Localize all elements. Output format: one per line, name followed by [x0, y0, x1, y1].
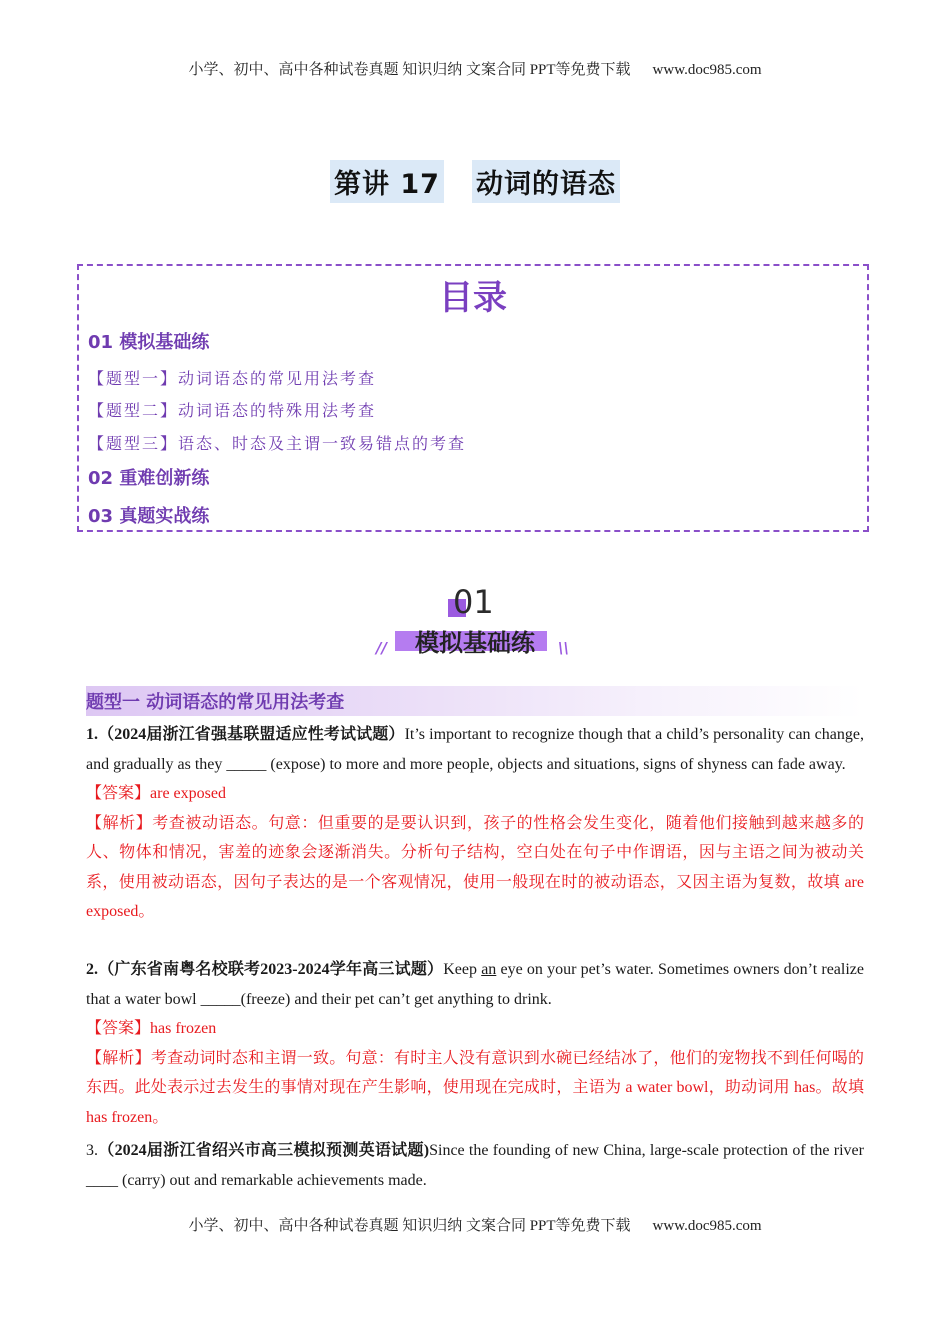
page-header — [0, 58, 950, 79]
question-2 — [86, 955, 864, 1132]
question-3 — [86, 1136, 864, 1195]
question-1-source: （2024届浙江省强基联盟适应性考试试题） — [98, 726, 405, 743]
question-1 — [86, 720, 864, 927]
question-3-number: 3. — [86, 1142, 98, 1159]
answer-value: has frozen — [150, 1020, 217, 1037]
toc-item-section-03[interactable]: 03 真题实战练 — [88, 506, 210, 527]
question-2-number: 2. — [86, 961, 98, 978]
question-1-text: It’s important to recognize though that a child’s personality can change, and gradually as they _____ (expose) to more and more people, objects and situations, signs of shyness can fade away. — [86, 726, 864, 773]
answer-label: 【答案】 — [86, 785, 151, 802]
question-1-stem — [86, 720, 864, 779]
question-1-answer — [86, 779, 864, 809]
analysis-label: 【解析】 — [86, 1049, 151, 1067]
question-2-analysis — [86, 1044, 864, 1133]
question-3-text: Since the founding of new China, large-scale protection of the river ____ (carry) out and remarkable achievements made. — [86, 1142, 864, 1189]
analysis-text: 考查动词时态和主谓一致。句意：有时主人没有意识到水碗已经结冰了，他们的宠物找不到任何喝的东西。此处表示过去发生的事情对现在产生影响，使用现在完成时，主语为 a water bowl，助动词用 has。故填 has frozen。 — [86, 1049, 864, 1126]
badge-label: 模拟基础练 — [415, 629, 535, 657]
slash-right-decoration: \\ — [558, 639, 569, 657]
toc-heading: 目录 — [439, 278, 507, 318]
toc-item-section-02[interactable]: 02 重难创新练 — [88, 468, 210, 489]
question-2-underlined-word: an — [481, 961, 497, 978]
title-part1: 第讲 17 — [330, 160, 444, 203]
badge-digits: 01 — [453, 583, 494, 621]
question-1-number: 1. — [86, 726, 98, 743]
type-heading-bar — [86, 686, 864, 716]
title-part2: 动词的语态 — [472, 160, 620, 203]
section-badge — [0, 585, 950, 665]
question-3-stem — [86, 1136, 864, 1195]
slash-left-decoration: // — [376, 639, 387, 657]
question-1-analysis — [86, 809, 864, 927]
toc-item-type-1[interactable]: 【题型一】动词语态的常见用法考查 — [88, 369, 377, 388]
analysis-label: 【解析】 — [86, 814, 153, 832]
question-2-answer — [86, 1014, 864, 1044]
document-title — [0, 160, 950, 203]
badge-number — [445, 585, 505, 625]
toc-item-type-3[interactable]: 【题型三】语态、时态及主谓一致易错点的考查 — [88, 434, 467, 453]
question-2-stem — [86, 955, 864, 1014]
analysis-text: 考查被动语态。句意：但重要的是要认识到，孩子的性格会发生变化，随着他们接触到越来越多的人、物体和情况，害羞的迹象会逐渐消失。分析句子结构，空白处在句子中作谓语，因与主语之间为被动关系，使用被动语态，因句子表达的是一个客观情况，使用一般现在时的被动语态，又因主语为复数，故填 are exposed。 — [86, 814, 864, 920]
answer-label: 【答案】 — [86, 1020, 151, 1037]
question-2-text-before: Keep — [443, 961, 482, 978]
toc-item-section-01[interactable]: 01 模拟基础练 — [88, 332, 210, 353]
question-2-text-after: eye on your pet’s water. Sometimes owners don’t realize that a water bowl _____(freeze) and their pet can’t get anything to drink. — [86, 961, 864, 1008]
footer-site[interactable]: www.doc985.com — [652, 1218, 762, 1234]
page-footer — [0, 1214, 950, 1235]
type-heading: 题型一 动词语态的常见用法考查 — [86, 692, 345, 713]
footer-text: 小学、初中、高中各种试卷真题 知识归纳 文案合同 PPT等免费下载 — [188, 1218, 631, 1234]
answer-value: are exposed — [150, 785, 226, 802]
header-site[interactable]: www.doc985.com — [652, 62, 762, 78]
question-2-source: （广东省南粤名校联考2023-2024学年高三试题） — [98, 961, 444, 978]
table-of-contents — [77, 264, 869, 532]
toc-item-type-2[interactable]: 【题型二】动词语态的特殊用法考查 — [88, 401, 377, 420]
header-text: 小学、初中、高中各种试卷真题 知识归纳 文案合同 PPT等免费下载 — [188, 62, 631, 78]
question-3-source: （2024届浙江省绍兴市高三模拟预测英语试题) — [98, 1142, 430, 1159]
